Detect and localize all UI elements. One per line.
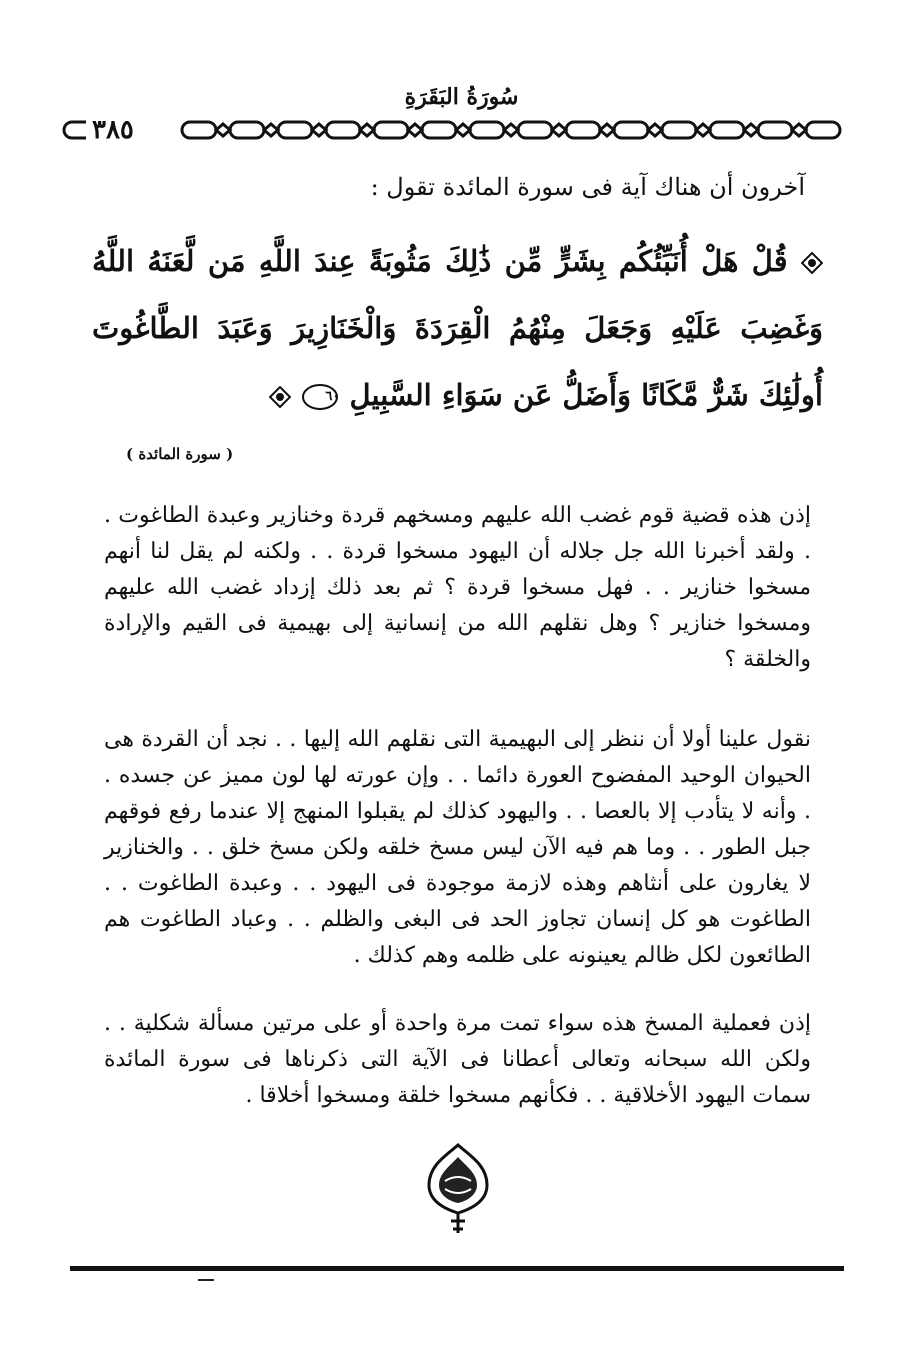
footer-mark — [198, 1279, 214, 1281]
footer-rule — [70, 1266, 844, 1271]
paragraph-3: إذن فعملية المسخ هذه سواء تمت مرة واحدة أو على مرتين مسألة شكلية . . ولكن الله سبحانه وتعالى أعطانا فى الآية التى ذكرناها فى سورة المائدة سمات اليهود الأخلاقية . . فكأنهم مسخوا خلقة ومسخوا أخلاقا . — [104, 1011, 811, 1108]
ayah-end-marker — [301, 383, 339, 411]
intro-line: آخرون أن هناك آية فى سورة المائدة تقول : — [370, 173, 805, 201]
paragraph-2: نقول علينا أولا أن ننظر إلى البهيمية التى نقلهم الله إليها . . نجد أن القردة هى الحيوان الوحيد المفضوح العورة دائما . . وإن عورته لها لون مميز عن جسده . . وأنه لا يتأدب إلا بالعصا . . واليهود كذلك لم يقبلوا المنهج إلا عندما رفع فوقهم جبل الطور . . وما هم فيه الآن ليس مسخ خلقه ولكن مسخ خلق . . والخنازير لا يغارون على أنثاهم وهذه لازمة موجودة فى اليهود . . وعبدة الطاغوت . . الطاغوت هو كل إنسان تجاوز الحد فى البغى والظلم . . وعباد الطاغوت هم الطائعون لكل ظالم يعينونه على ظلمه وهم كذلك . — [104, 727, 811, 968]
verse-close-ornament-icon — [269, 386, 291, 408]
surah-title: سُورَةُ البَقَرَةِ — [404, 84, 519, 110]
verse-number: ٦٠ — [325, 389, 340, 404]
paragraph-1: إذن هذه قضية قوم غضب الله عليهم ومسخهم قردة وخنازير وعبدة الطاغوت . . ولقد أخبرنا الله جل جلاله أن اليهود مسخوا قردة . . ولكنه لم يقل لنا أنهم مسخوا خنازير . . فهل مسخوا قردة ؟ ثم بعد ذلك إزداد غضب الله عليهم ومسخوا خنازير ؟ وهل نقلهم الله من إنسانية إلى بهيمية فى القيم والإرادة والخلقة ؟ — [104, 503, 811, 672]
end-of-section-ornament-icon — [425, 1143, 491, 1235]
page-number: ٣٨٥ — [86, 115, 140, 145]
quran-verse-block — [92, 228, 823, 429]
verse-reference: ( سورة المائدة ) — [126, 445, 234, 463]
verse-open-ornament-icon — [801, 252, 823, 274]
chain-ornament-band — [62, 117, 842, 143]
quran-verse-text: قُلْ هَلْ أُنَبِّئُكُم بِشَرٍّ مِّن ذَٰلِكَ مَثُوبَةً عِندَ اللَّهِ مَن لَّعَنَهُ اللَّهُ وَغَضِبَ عَلَيْهِ وَجَعَلَ مِنْهُمُ الْقِرَدَةَ وَالْخَنَازِيرَ وَعَبَدَ الطَّاغُوتَ أُولَٰئِكَ شَرٌّ مَّكَانًا وَأَضَلُّ عَن سَوَاءِ السَّبِيلِ — [92, 244, 823, 412]
